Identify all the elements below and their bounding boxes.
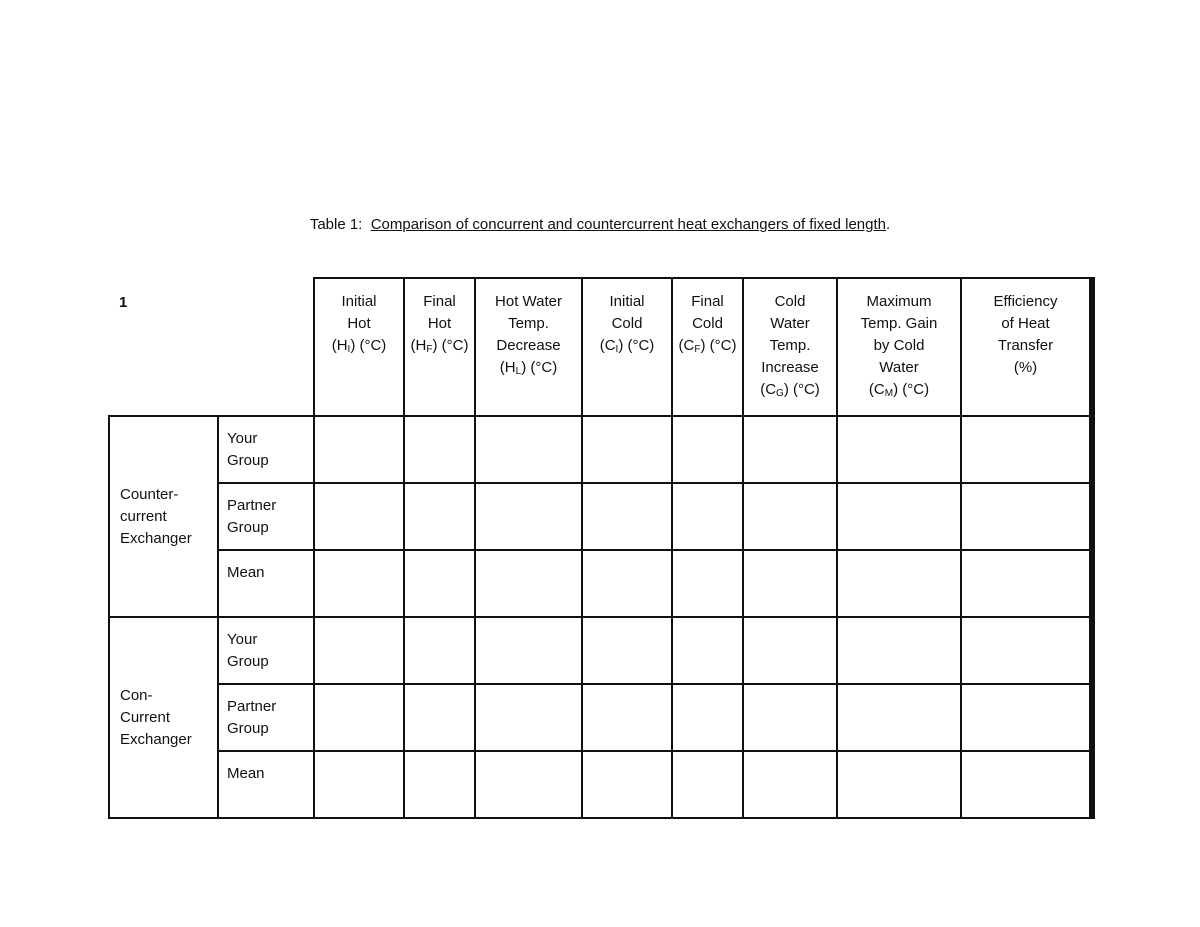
row-label-line: Mean (227, 765, 265, 782)
column-header (404, 278, 475, 416)
data-entry-cell[interactable] (404, 416, 475, 483)
column-header (314, 278, 404, 416)
data-entry-cell[interactable] (837, 617, 961, 684)
table-row (109, 550, 1092, 617)
data-entry-cell[interactable] (404, 684, 475, 751)
data-entry-cell[interactable] (961, 416, 1092, 483)
column-symbol: C (873, 381, 885, 398)
data-entry-cell[interactable] (475, 617, 582, 684)
column-header-line: Cold (774, 293, 806, 310)
column-symbol-subscript: L (515, 366, 522, 377)
data-entry-cell[interactable] (961, 684, 1092, 751)
data-entry-cell[interactable] (475, 684, 582, 751)
column-header-line: Initial (609, 293, 645, 310)
exchanger-type-line: Exchanger (120, 529, 192, 547)
data-entry-cell[interactable] (743, 550, 837, 617)
column-symbol: H (336, 337, 348, 354)
column-symbol-line: (HI) (°C) (331, 337, 387, 355)
column-symbol: C (604, 337, 616, 354)
data-entry-cell[interactable] (314, 617, 404, 684)
column-symbol: H (504, 359, 516, 376)
column-header-line: Water (879, 359, 919, 376)
exchanger-type-label (109, 416, 218, 617)
row-label-line: Your (227, 631, 258, 648)
table-row (109, 684, 1092, 751)
table-corner-label: 1 (119, 294, 128, 311)
column-unit: (°C) (530, 359, 558, 376)
column-symbol-line: (HF) (°C) (410, 337, 469, 355)
header-row (109, 278, 1092, 416)
data-entry-cell[interactable] (582, 483, 672, 550)
column-unit: (°C) (441, 337, 469, 354)
table-row (109, 416, 1092, 483)
data-entry-cell[interactable] (837, 416, 961, 483)
table-caption (0, 216, 1200, 234)
row-label (218, 483, 314, 550)
data-entry-cell[interactable] (314, 483, 404, 550)
column-unit: (°C) (627, 337, 655, 354)
column-symbol-line: (CF) (°C) (678, 337, 737, 355)
data-entry-cell[interactable] (961, 751, 1092, 818)
data-entry-cell[interactable] (743, 617, 837, 684)
data-entry-cell[interactable] (404, 617, 475, 684)
column-unit: (°C) (709, 337, 737, 354)
column-header (672, 278, 743, 416)
data-entry-cell[interactable] (475, 416, 582, 483)
column-symbol-subscript: F (426, 344, 433, 355)
data-entry-cell[interactable] (743, 751, 837, 818)
row-label-line: Group (227, 720, 269, 737)
column-symbol-subscript: I (347, 344, 351, 355)
data-entry-cell[interactable] (475, 550, 582, 617)
data-entry-cell[interactable] (961, 617, 1092, 684)
column-symbol-subscript: I (615, 344, 619, 355)
table-row (109, 617, 1092, 684)
data-entry-cell[interactable] (672, 416, 743, 483)
data-entry-cell[interactable] (743, 416, 837, 483)
data-entry-cell[interactable] (743, 684, 837, 751)
column-header-line: by Cold (873, 337, 925, 354)
data-entry-cell[interactable] (314, 416, 404, 483)
data-entry-cell[interactable] (404, 483, 475, 550)
column-unit: (°C) (902, 381, 930, 398)
row-label-line: Partner (227, 698, 277, 715)
data-entry-cell[interactable] (404, 751, 475, 818)
column-symbol: C (683, 337, 695, 354)
data-entry-cell[interactable] (672, 483, 743, 550)
column-symbol-line: (HL) (°C) (499, 359, 558, 377)
row-label-line: Mean (227, 564, 265, 581)
column-header-line: Increase (761, 359, 819, 376)
column-header-line: Maximum (866, 293, 932, 310)
data-entry-cell[interactable] (582, 617, 672, 684)
row-label (218, 617, 314, 684)
data-entry-cell[interactable] (672, 617, 743, 684)
column-unit: (°C) (359, 337, 387, 354)
row-label-line: Group (227, 452, 269, 469)
row-label (218, 550, 314, 617)
column-header-line: Cold (692, 315, 723, 332)
table-row (109, 751, 1092, 818)
exchanger-type-line: Exchanger (120, 730, 192, 748)
data-entry-cell[interactable] (582, 550, 672, 617)
exchanger-type-line: Con- (120, 686, 153, 704)
column-header (743, 278, 837, 416)
column-header-line: (%) (1013, 359, 1038, 376)
data-entry-cell[interactable] (314, 751, 404, 818)
column-header-line: Hot (427, 315, 452, 332)
column-symbol-subscript: F (694, 344, 701, 355)
caption-prefix: Table 1: (309, 216, 363, 233)
data-entry-cell[interactable] (961, 550, 1092, 617)
row-label (218, 751, 314, 818)
column-header (837, 278, 961, 416)
caption-title: Comparison of concurrent and countercurrent heat exchangers of fixed length (370, 216, 887, 233)
column-symbol-line: (CG) (°C) (760, 381, 820, 399)
column-header-line: Efficiency (993, 293, 1058, 310)
row-label (218, 416, 314, 483)
column-symbol-line: (CI) (°C) (599, 337, 655, 355)
data-entry-cell[interactable] (582, 751, 672, 818)
data-entry-cell[interactable] (672, 684, 743, 751)
table-body (109, 416, 1092, 818)
data-entry-cell[interactable] (961, 483, 1092, 550)
column-symbol-subscript: M (884, 388, 894, 399)
exchanger-type-line: current (120, 507, 167, 525)
column-header (961, 278, 1092, 416)
column-header-line: Cold (611, 315, 643, 332)
data-entry-cell[interactable] (743, 483, 837, 550)
data-entry-cell[interactable] (672, 751, 743, 818)
data-entry-cell[interactable] (314, 684, 404, 751)
column-header-line: Decrease (496, 337, 561, 354)
comparison-table (108, 277, 1095, 819)
column-header-line: Temp. (769, 337, 811, 354)
table-row (109, 483, 1092, 550)
column-header-line: Initial (341, 293, 377, 310)
column-symbol: C (765, 381, 777, 398)
caption-suffix: . (886, 216, 891, 233)
data-entry-cell[interactable] (475, 483, 582, 550)
data-entry-cell[interactable] (672, 550, 743, 617)
data-entry-cell[interactable] (837, 483, 961, 550)
row-label (218, 684, 314, 751)
exchanger-type-line: Current (120, 708, 171, 726)
column-unit: (°C) (792, 381, 820, 398)
column-symbol-subscript: G (776, 388, 784, 399)
column-header-line: Hot Water (495, 293, 562, 310)
column-symbol: H (415, 337, 427, 354)
data-entry-cell[interactable] (837, 751, 961, 818)
row-label-line: Group (227, 519, 269, 536)
column-header-line: Temp. Gain (860, 315, 938, 332)
data-entry-cell[interactable] (404, 550, 475, 617)
row-label-line: Your (227, 430, 258, 447)
row-label-line: Partner (227, 497, 277, 514)
data-entry-cell[interactable] (582, 684, 672, 751)
column-header-line: Hot (347, 315, 371, 332)
column-header-line: Temp. (508, 315, 549, 332)
column-header-line: Transfer (997, 337, 1054, 354)
exchanger-type-label (109, 617, 218, 818)
column-header (582, 278, 672, 416)
exchanger-type-line: Counter- (120, 485, 179, 503)
column-symbol-line: (CM) (°C) (868, 381, 930, 399)
row-label-line: Group (227, 653, 269, 670)
column-header-line: of Heat (1001, 315, 1050, 332)
column-header-line: Water (770, 315, 810, 332)
column-header (475, 278, 582, 416)
data-entry-cell[interactable] (475, 751, 582, 818)
data-entry-cell[interactable] (837, 684, 961, 751)
data-entry-cell[interactable] (314, 550, 404, 617)
column-header-line: Final (691, 293, 724, 310)
column-header-line: Final (423, 293, 456, 310)
data-entry-cell[interactable] (582, 416, 672, 483)
data-entry-cell[interactable] (837, 550, 961, 617)
